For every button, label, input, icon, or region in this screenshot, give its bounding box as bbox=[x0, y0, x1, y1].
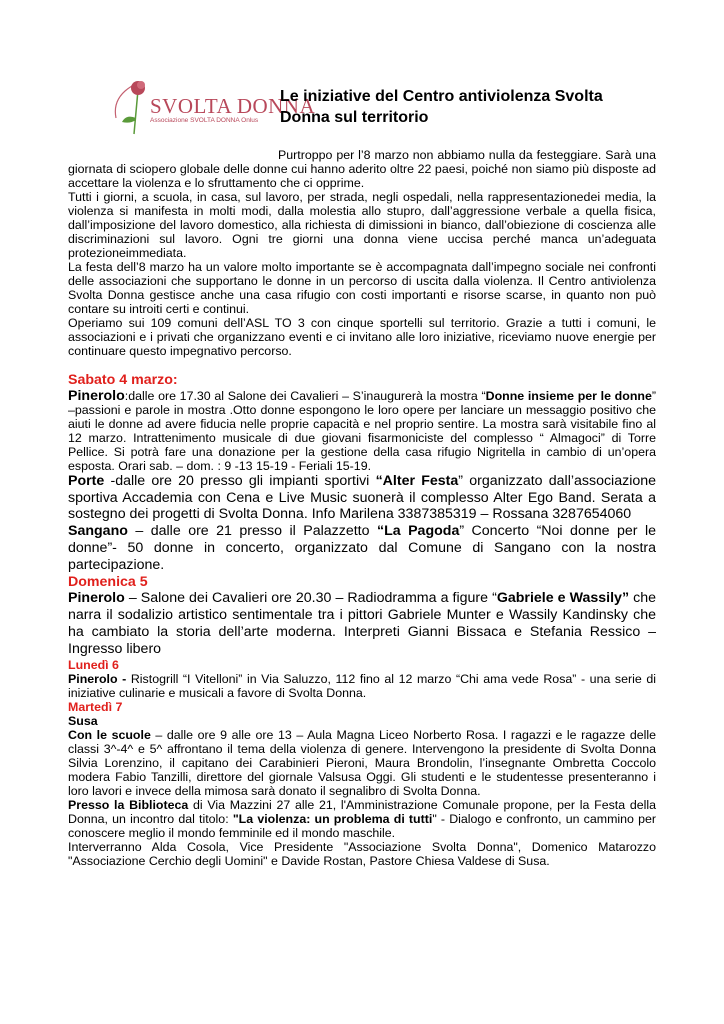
heading-domenica: Domenica 5 bbox=[68, 573, 148, 590]
city-susa: Susa bbox=[68, 713, 98, 728]
logo-subtitle: Associazione SVOLTA DONNA Onlus bbox=[150, 117, 259, 124]
venue-name: “La Pagoda bbox=[376, 523, 460, 540]
event-domenica-pinerolo: Pinerolo – Salone dei Cavalieri ore 20.30 – Radiodramma a figure “Gabriele e Wassily” che narra il sodalizio artistico sentimentale tra i pittori Gabriele Munter e Wassily Kandinsky che ha cambiato la storia dell’arte moderna. Interpreti Gianni Bissaca e Stefania Ressico – Ingresso libero bbox=[68, 590, 656, 657]
event-title: “Alter Festa bbox=[375, 472, 459, 489]
event-martedi-biblioteca: Presso la Biblioteca di Via Mazzini 27 alle 21, l'Amministrazione Comunale propone, per la Festa della Donna, un incontro dal titolo: "La violenza: un problema di tutti" - Dialogo e confronto, un cammino per conoscere meglio il mondo femminile ed il mondo maschile. bbox=[68, 797, 657, 840]
intro-paragraph-1: Purtroppo per l’8 marzo non abbiamo nulla da festeggiare. Sarà una giornata di sciopero globale delle donne cui hanno aderito oltre 22 paesi, poiché non siamo più disposte ad accettare la violenza e lo sfruttamento che ci opprime. bbox=[68, 148, 656, 190]
intro-paragraph-2: Tutti i giorni, a scuola, in casa, sul lavoro, per strada, negli ospedali, nella rappresentazionedei media, la violenza si manifesta in molti modi, dalla molestia allo stupro, dall’aggressione verbale a quella fisica, dall’imposizione del lavoro domestico, alla richiesta di dimissioni in bianco, dall’obiezione di coscienza alle discriminazioni sul lavoro. Ogni tre giorni una donna viene uccisa perché manca un’adeguata protezioneimmediata. bbox=[68, 190, 656, 260]
intro-paragraph-4: Operiamo sui 109 comuni dell’ASL TO 3 con cinque sportelli sul territorio. Grazie a tutti i comuni, le associazioni e i privati che organizzano eventi e ci invitano alle loro iniziative, riceviamo nuove energie per continuare questo impegnativo percorso. bbox=[68, 316, 656, 358]
article-body bbox=[68, 148, 656, 868]
rose-swirl bbox=[115, 86, 132, 118]
event-lead: Presso la Biblioteca bbox=[68, 797, 189, 812]
logo-name: SVOLTA DONNA bbox=[150, 94, 316, 118]
event-sabato-sangano: Sangano – dalle ore 21 presso il Palazzetto “La Pagoda” Concerto “Noi donne per le donne”- 50 donne in concerto, organizzato dal Comune di Sangano con la nostra partecipazione. bbox=[68, 523, 656, 573]
place-name: Porte bbox=[68, 472, 105, 489]
place-name: Pinerolo - bbox=[68, 671, 127, 686]
event-lunedi-pinerolo: Pinerolo - Ristogrill “I Vitelloni” in Via Saluzzo, 112 fino al 12 marzo “Chi ama vede Rosa” - una serie di iniziative culinarie e musicali a favore di Svolta Donna. bbox=[68, 671, 656, 700]
place-name: Pinerolo bbox=[68, 590, 125, 607]
page-title: Le iniziative del Centro antiviolenza Svolta Donna sul territorio bbox=[280, 88, 603, 126]
heading-sabato: Sabato 4 marzo: bbox=[68, 372, 178, 388]
event-martedi-relatori: Interverranno Alda Cosola, Vice Presidente "Associazione Svolta Donna", Domenico Matarozzo "Associazione Cerchio degli Uomini" e Davide Rostan, Pastore Chiesa Valdese di Susa. bbox=[68, 839, 656, 868]
event-sabato-porte: Porte -dalle ore 20 presso gli impianti sportivi “Alter Festa” organizzato dall’associazione sportiva Accademia con Cena e Live Music suonerà il complesso Alter Ego Band. Serata a sostegno dei progetti di Svolta Donna. Info Marilena 3387385319 – Rossana 3287654060 bbox=[68, 472, 657, 523]
talk-title: "La violenza: un problema di tutti bbox=[232, 811, 433, 826]
show-title: Gabriele e Wassily” bbox=[496, 590, 630, 607]
place-name: Pinerolo bbox=[68, 387, 125, 404]
event-sabato-pinerolo: Pinerolo:dalle ore 17.30 al Salone dei Cavalieri – S’inaugurerà la mostra “Donne insieme per le donne” –passioni e parole in mostra .Otto donne espongono le loro opere per lanciare un messaggio positivo che aiuti le donne ad avere fiducia nelle proprie capacità e nel proprio sentire. La mostra sarà visitabile fino al 12 marzo. Intrattenimento musicale di due giovani fisarmoniciste del complesso “ Almagoci” di Torre Pellice. Si potrà fare una donazione per la gestione della casa rifugio Nigritella in cambio di un’opera esposta. Orari sab. – dom. : 9 -13 15-19 - Feriali 15-19. bbox=[68, 387, 656, 473]
rose-stem bbox=[134, 90, 138, 134]
exhibition-title: Donne insieme per le donne bbox=[485, 388, 652, 403]
rose-leaf bbox=[122, 117, 136, 123]
intro-paragraph-3: La festa dell’8 marzo ha un valore molto importante se è accompagnata dall’impegno sociale nei confronti delle associazioni che supportano le donne in un percorso di uscita dalla violenza. Il Centro antiviolenza Svolta Donna gestisce anche una casa rifugio con costi importanti e risorse scarse, in quanto non può contare su introiti certi e continui. bbox=[68, 260, 656, 316]
event-lead: Con le scuole bbox=[68, 727, 151, 742]
heading-martedi: Martedì 7 bbox=[68, 699, 123, 714]
heading-lunedi: Lunedì 6 bbox=[68, 657, 119, 672]
place-name: Sangano bbox=[68, 523, 128, 540]
event-martedi-scuole: Con le scuole – dalle ore 9 alle ore 13 – Aula Magna Liceo Norberto Rosa. I ragazzi e le ragazze delle classi 3^-4^ e 5^ affrontano il tema della violenza di genere. Intervengono la presidente di Svolta Donna Silvia Lorenzino, il capitano dei Carabinieri Pieroni, Maura Brondolin, l’insegnante Ombretta Coccolo modera Fabio Tanzilli, direttore del giornale Valsusa Oggi. Gli studenti e le studentesse presenteranno i loro lavori e invece della mimosa sarà donato il segnalibro di Svolta Donna. bbox=[68, 727, 656, 798]
